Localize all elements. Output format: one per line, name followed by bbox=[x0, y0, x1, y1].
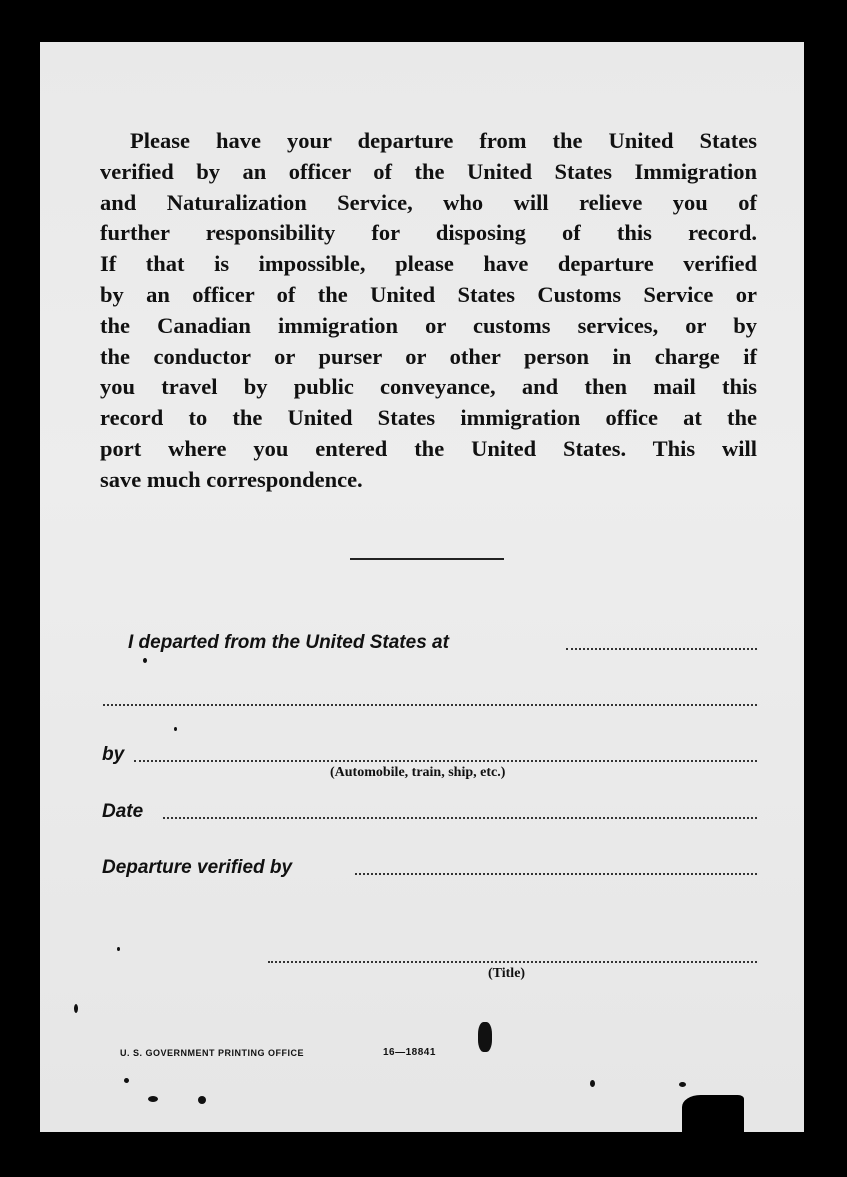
paragraph-line: further responsibility for disposing of this record. bbox=[100, 220, 757, 246]
date-field[interactable] bbox=[163, 817, 757, 819]
paragraph-line: port where you entered the United States. This will bbox=[100, 435, 757, 461]
paper-speck bbox=[143, 658, 147, 663]
paper-speck bbox=[679, 1082, 686, 1087]
paper-speck bbox=[174, 727, 177, 731]
paragraph-line: by an officer of the United States Customs Service or bbox=[100, 281, 757, 307]
paper-speck bbox=[590, 1080, 595, 1087]
torn-corner bbox=[682, 1095, 744, 1135]
paragraph-line: save much correspondence. bbox=[100, 466, 363, 492]
paper-speck bbox=[117, 947, 120, 951]
paragraph-line: the Canadian immigration or customs services, or by bbox=[100, 312, 757, 338]
paper-speck bbox=[148, 1096, 158, 1102]
departed-label: I departed from the United States at bbox=[128, 632, 449, 653]
paragraph-line: record to the United States immigration office at the bbox=[100, 405, 757, 431]
paragraph-line: Please have your departure from the United States bbox=[130, 128, 757, 153]
paper-speck bbox=[74, 1004, 78, 1013]
section-divider bbox=[350, 558, 504, 560]
by-label: by bbox=[102, 744, 125, 765]
conveyance-field[interactable] bbox=[134, 760, 757, 762]
printer-imprint: U. S. GOVERNMENT PRINTING OFFICE bbox=[120, 1048, 305, 1058]
title-caption: (Title) bbox=[488, 966, 526, 981]
departed-location-field-continued[interactable] bbox=[103, 704, 757, 706]
conveyance-caption: (Automobile, train, ship, etc.) bbox=[330, 765, 506, 780]
paper-speck bbox=[198, 1096, 206, 1104]
date-label: Date bbox=[102, 801, 144, 822]
title-field[interactable] bbox=[268, 961, 757, 963]
verified-by-field[interactable] bbox=[355, 873, 757, 875]
ink-blot bbox=[478, 1022, 492, 1052]
instructions-paragraph bbox=[100, 126, 757, 496]
paragraph-line: you travel by public conveyance, and then mail this bbox=[100, 374, 757, 400]
paragraph-line: If that is impossible, please have departure verified bbox=[100, 251, 757, 277]
form-number: 16—18841 bbox=[383, 1047, 436, 1058]
verified-by-label: Departure verified by bbox=[102, 857, 293, 878]
paragraph-line: the conductor or purser or other person in charge if bbox=[100, 343, 757, 369]
paragraph-line: and Naturalization Service, who will relieve you of bbox=[100, 189, 757, 215]
departed-location-field[interactable] bbox=[566, 648, 757, 650]
paragraph-line: verified by an officer of the United States Immigration bbox=[100, 158, 757, 184]
paper-speck bbox=[124, 1078, 129, 1083]
